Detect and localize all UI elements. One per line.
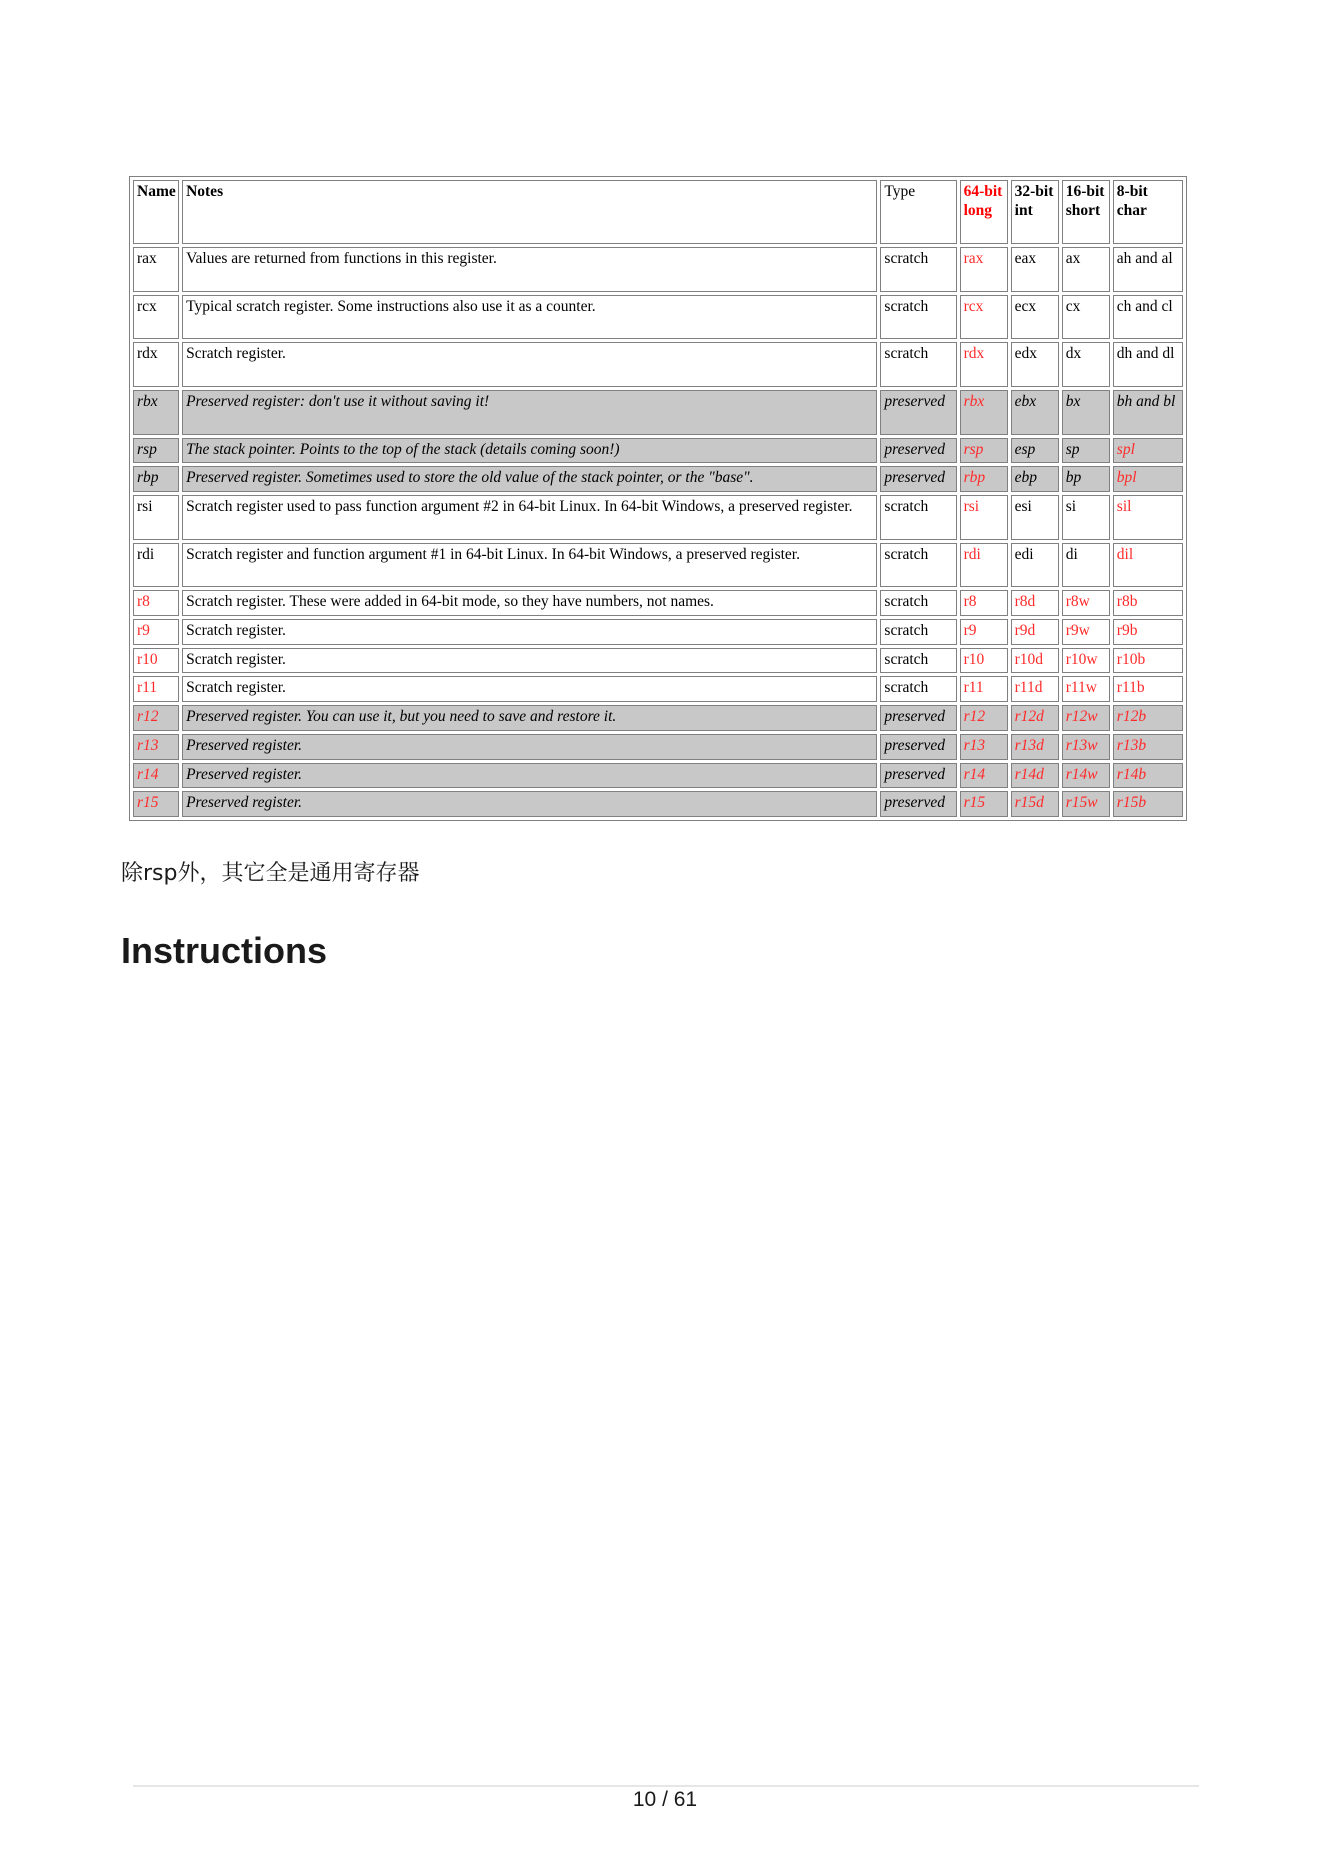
- cell-type: preserved: [880, 390, 956, 435]
- table-header-row: [133, 180, 1183, 244]
- cell-r32: esp: [1011, 438, 1059, 464]
- header-8-bit: 8-bit char: [1113, 180, 1183, 244]
- register-table: [129, 176, 1187, 821]
- cell-r32: r12d: [1011, 705, 1059, 731]
- table-row: [133, 466, 1183, 492]
- cell-r32: r15d: [1011, 791, 1059, 817]
- cell-type: preserved: [880, 705, 956, 731]
- cell-notes: Preserved register.: [182, 763, 877, 789]
- cell-r16: r15w: [1062, 791, 1110, 817]
- cell-r32: ebp: [1011, 466, 1059, 492]
- cell-notes: Values are returned from functions in this register.: [182, 247, 877, 292]
- cell-type: preserved: [880, 734, 956, 760]
- cell-name: rbp: [133, 466, 179, 492]
- table-row: [133, 734, 1183, 760]
- cell-r8: r14b: [1113, 763, 1183, 789]
- cell-r16: sp: [1062, 438, 1110, 464]
- cell-notes: Scratch register. These were added in 64-bit mode, so they have numbers, not names.: [182, 590, 877, 616]
- cell-r16: cx: [1062, 295, 1110, 340]
- cell-name: rdx: [133, 342, 179, 387]
- cell-r64: r12: [960, 705, 1008, 731]
- cell-r64: r9: [960, 619, 1008, 645]
- cell-name: rbx: [133, 390, 179, 435]
- register-table-body: [133, 247, 1183, 817]
- cell-name: r15: [133, 791, 179, 817]
- cell-r16: di: [1062, 543, 1110, 588]
- cell-r16: r9w: [1062, 619, 1110, 645]
- table-row: [133, 295, 1183, 340]
- cell-r8: r12b: [1113, 705, 1183, 731]
- header-notes: Notes: [182, 180, 877, 244]
- cell-notes: Scratch register used to pass function argument #2 in 64-bit Linux. In 64-bit Windows, a preserved register.: [182, 495, 877, 540]
- header-32-bit: 32-bit int: [1011, 180, 1059, 244]
- cell-r64: r13: [960, 734, 1008, 760]
- cell-r8: ch and cl: [1113, 295, 1183, 340]
- cell-name: rcx: [133, 295, 179, 340]
- cell-r64: rax: [960, 247, 1008, 292]
- cell-type: scratch: [880, 648, 956, 674]
- cell-type: preserved: [880, 466, 956, 492]
- table-row: [133, 438, 1183, 464]
- cell-r32: r10d: [1011, 648, 1059, 674]
- header-16-bit: 16-bit short: [1062, 180, 1110, 244]
- header-64-bit: 64-bit long: [960, 180, 1008, 244]
- cell-type: scratch: [880, 676, 956, 702]
- cell-r64: r8: [960, 590, 1008, 616]
- cell-type: scratch: [880, 543, 956, 588]
- cell-r64: rdx: [960, 342, 1008, 387]
- cell-r64: rcx: [960, 295, 1008, 340]
- cell-r32: r8d: [1011, 590, 1059, 616]
- cell-type: scratch: [880, 295, 956, 340]
- cell-type: preserved: [880, 791, 956, 817]
- cell-name: r8: [133, 590, 179, 616]
- header-name: Name: [133, 180, 179, 244]
- cell-r32: r9d: [1011, 619, 1059, 645]
- cell-r16: si: [1062, 495, 1110, 540]
- cell-type: preserved: [880, 438, 956, 464]
- page-number: 10 / 61: [632, 1788, 698, 1811]
- table-row: [133, 247, 1183, 292]
- cell-notes: Scratch register.: [182, 648, 877, 674]
- cell-name: r12: [133, 705, 179, 731]
- cell-r64: rsi: [960, 495, 1008, 540]
- cell-r32: eax: [1011, 247, 1059, 292]
- cell-r16: ax: [1062, 247, 1110, 292]
- cell-r8: r13b: [1113, 734, 1183, 760]
- cell-type: scratch: [880, 495, 956, 540]
- cell-r8: r8b: [1113, 590, 1183, 616]
- table-row: [133, 619, 1183, 645]
- cell-r64: rdi: [960, 543, 1008, 588]
- cell-r8: r9b: [1113, 619, 1183, 645]
- cell-name: r11: [133, 676, 179, 702]
- cell-r8: bpl: [1113, 466, 1183, 492]
- cell-notes: Preserved register. Sometimes used to store the old value of the stack pointer, or the "base".: [182, 466, 877, 492]
- cell-r32: edi: [1011, 543, 1059, 588]
- cell-name: r14: [133, 763, 179, 789]
- table-row: [133, 763, 1183, 789]
- cell-r8: dil: [1113, 543, 1183, 588]
- cell-r64: r15: [960, 791, 1008, 817]
- cell-r64: r10: [960, 648, 1008, 674]
- cell-type: scratch: [880, 619, 956, 645]
- cell-name: rsi: [133, 495, 179, 540]
- table-row: [133, 676, 1183, 702]
- table-row: [133, 543, 1183, 588]
- cell-notes: Preserved register.: [182, 734, 877, 760]
- cell-notes: Scratch register.: [182, 342, 877, 387]
- cell-notes: The stack pointer. Points to the top of the stack (details coming soon!): [182, 438, 877, 464]
- cell-type: preserved: [880, 763, 956, 789]
- cell-r64: rbp: [960, 466, 1008, 492]
- cell-notes: Scratch register and function argument #1 in 64-bit Linux. In 64-bit Windows, a preserved register.: [182, 543, 877, 588]
- cell-r16: r14w: [1062, 763, 1110, 789]
- cell-r32: ebx: [1011, 390, 1059, 435]
- cell-r32: ecx: [1011, 295, 1059, 340]
- cell-r16: r13w: [1062, 734, 1110, 760]
- cell-notes: Preserved register.: [182, 791, 877, 817]
- cell-name: rdi: [133, 543, 179, 588]
- cell-r16: r10w: [1062, 648, 1110, 674]
- cell-r16: r8w: [1062, 590, 1110, 616]
- cell-r8: ah and al: [1113, 247, 1183, 292]
- cell-name: r13: [133, 734, 179, 760]
- cell-name: r10: [133, 648, 179, 674]
- table-row: [133, 791, 1183, 817]
- cell-r16: bp: [1062, 466, 1110, 492]
- cell-r8: r15b: [1113, 791, 1183, 817]
- cell-r32: r11d: [1011, 676, 1059, 702]
- cell-r16: r12w: [1062, 705, 1110, 731]
- table-row: [133, 648, 1183, 674]
- cell-notes: Typical scratch register. Some instructions also use it as a counter.: [182, 295, 877, 340]
- cell-name: rsp: [133, 438, 179, 464]
- cell-r8: bh and bl: [1113, 390, 1183, 435]
- cell-notes: Preserved register. You can use it, but you need to save and restore it.: [182, 705, 877, 731]
- table-row: [133, 705, 1183, 731]
- cell-r64: rbx: [960, 390, 1008, 435]
- cell-r32: r13d: [1011, 734, 1059, 760]
- table-row: [133, 495, 1183, 540]
- cell-r64: rsp: [960, 438, 1008, 464]
- cell-r32: edx: [1011, 342, 1059, 387]
- register-table-grid: [130, 177, 1186, 820]
- note-text: 除rsp外，其它全是通用寄存器: [121, 861, 420, 886]
- cell-r32: r14d: [1011, 763, 1059, 789]
- cell-name: rax: [133, 247, 179, 292]
- cell-notes: Scratch register.: [182, 619, 877, 645]
- cell-notes: Preserved register: don't use it without saving it!: [182, 390, 877, 435]
- cell-r16: dx: [1062, 342, 1110, 387]
- cell-type: scratch: [880, 247, 956, 292]
- cell-name: r9: [133, 619, 179, 645]
- section-heading: Instructions: [121, 930, 328, 971]
- table-row: [133, 390, 1183, 435]
- cell-notes: Scratch register.: [182, 676, 877, 702]
- footer-divider: [133, 1785, 1199, 1787]
- cell-r16: r11w: [1062, 676, 1110, 702]
- cell-type: scratch: [880, 590, 956, 616]
- header-type: Type: [880, 180, 956, 244]
- table-row: [133, 342, 1183, 387]
- cell-r8: dh and dl: [1113, 342, 1183, 387]
- cell-r8: r11b: [1113, 676, 1183, 702]
- cell-r64: r14: [960, 763, 1008, 789]
- cell-type: scratch: [880, 342, 956, 387]
- cell-r8: sil: [1113, 495, 1183, 540]
- cell-r16: bx: [1062, 390, 1110, 435]
- cell-r64: r11: [960, 676, 1008, 702]
- table-row: [133, 590, 1183, 616]
- cell-r8: spl: [1113, 438, 1183, 464]
- cell-r32: esi: [1011, 495, 1059, 540]
- cell-r8: r10b: [1113, 648, 1183, 674]
